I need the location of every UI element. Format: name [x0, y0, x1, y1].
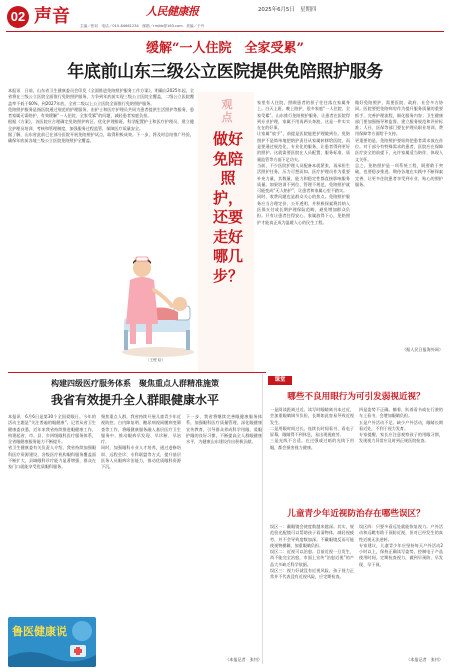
opinion-label: 观点	[221, 98, 233, 124]
newspaper-logo: 人民健康报	[146, 5, 199, 18]
editor-contact-line: 主编／张钊 电话／010-84661234 邮箱／rmjkb@163.com 美编／于丹	[80, 24, 205, 28]
classroom-question-2: 儿童青少年近视防治存在哪些误区？	[287, 509, 425, 519]
illustration-caption: （王俊 绘）	[146, 358, 166, 362]
opinion-column-1: 家里有人住院，照顾患者的担子往往落在家属身上。白天上班、晚上陪护，很多家庭“一人住院、全家受累”。山东推行免陪照护服务，让患者在医院得到专业护理，家属不用再两头奔波，这是一件实实在在的好事。 让家属“放手”，前提是医院能把护理做到位。免陪照护不是简单地把陪护责任从家属转移给医院，而是要通过规范化、专业化的服务，让患者得到更好的照护。这就需要医院在人员配置、服务标准、质量监管等方面下足功夫。 当前，不少医院护理人员配备本就紧张，再承担生活照护任务，压力可想而知。医疗护理员作为重要补充力量，其数量、能力和稳定性都直接影响服务质量。如果培训不到位、管理不规范，免陪照护就可能变成“无人陪护”，让患者和家属心里不踏实。 同时，收费问题也是群众关心的焦点。免陪照护服务应当合理定价、公开透明，并积极探索将其纳入医保支付或长期护理保险范畴，避免增加群众负担。只有让患者住得安心、家属放得下心，免陪照护才能真正成为温暖人心的民生工程。	[257, 100, 350, 225]
main-headline: 年底前山东三级公立医院提供免陪照护服务	[67, 62, 383, 82]
lead-article-body: 本报讯 日前，山东省卫生健康委员会印发《全面推进免陪照护服务工作方案》，明确自2025年起，全省将在三级公立医院全面推行免陪照护服务，力争到年底前实现三级公立医院全覆盖，二级公立医院覆盖率不低于60%，到2027年底，全省二级以上公立医院全面推行免陪照护服务。 免陪照护服务是指医院通过规范的护理服务，由护士和医疗护理员共同为患者提供生活照护等服务，患者家属无需陪护，有效缓解“一人住院、全家受累”的问题，减轻患者家庭负担。 根据《方案》，各医院应合理确定免陪照护病区，优化护理排班，科学配置护士和医疗护理员，建立健全护理员培训、考核和管理制度，加强服务过程监管，保障医疗质量安全。 据了解，山东省此前已在部分医院开展免陪照护试点，取得积极成效。下一步，将及时总结推广经验，确保年底前各地三级公立医院免陪照护全覆盖。	[8, 88, 194, 144]
classroom-question-1: 哪些不良用眼行为可引发弱视近视？	[287, 392, 425, 402]
health-talk-title: 鲁医健康说	[12, 625, 67, 638]
classroom-answer-2-col-1: 误区一：戴眼镜会使度数越来越深。其实，规范验光配镜可以帮助孩子看清物体，减轻视疲劳，并不会导致度数加深。不戴眼镜反而可能使视物模糊，加重眼睛负担。 误区二：近视可以治愈。目前近视一旦发生，尚不能完全治愈，市面上宣传“治愈近视”的产品大多缺乏科学依据。 误区三：视力好就没有近视风险。孩子视力正常并不代表没有近视风险，应定期检查。	[270, 524, 354, 580]
section-name: 声音	[34, 6, 70, 27]
classroom-tag: 课堂	[268, 376, 292, 385]
masthead-divider	[6, 31, 444, 32]
opinion-title: 做好免陪照护，还要走好哪几步？	[212, 130, 243, 285]
health-talk-graphic	[8, 617, 96, 667]
classroom-answer-1-col-1: 一是阅读距离过近。读写时眼睛离书本过近，会加重眼睛调节负担，长期如此容易导致近视发生。 二是用眼时间过长。连续长时间看书、看电子屏幕，眼睛得不到休息，易出现视疲劳。 三是光线不合适。在过强或过暗的光线下用眼，都会损害视力健康。	[270, 407, 354, 450]
opinion-source: （据人民日报海外网）	[402, 347, 443, 352]
eye-health-column-1: 本报讯 6月6日是第30个全国爱眼日。今年的活动主题是“关注普遍的眼健康”。记者从省卫生健康委获悉，近年来我省持续推进眼健康工作，构建起省、市、县、乡四级眼科医疗服务体系，全省眼健康服务能力不断提升。 省卫生健康委有关负责人介绍，我省持续加强眼科医疗资源建设，各级医疗机构眼科服务覆盖面不断扩大，县域眼科诊疗能力显著增强，群众在家门口就能享受优质眼科服务。	[8, 414, 96, 470]
classroom-credit: （本报记者 张钊）	[406, 657, 443, 662]
column-divider	[262, 374, 263, 664]
eye-health-credit: （本报记者 张钊）	[225, 657, 262, 662]
classroom-answer-1-col-2: 四是姿势不正确。躺着、趴着看书或在行驶的车上看书，会增加眼睛负担。 五是户外活动不足。缺少户外活动，眼睛长期看近处，不利于视力发育。 专家提醒，家长应注意观察孩子的用眼习惯，发现视力异常应及时到正规医院检查。	[359, 407, 443, 444]
caregiver-illustration	[80, 232, 200, 362]
masthead	[0, 0, 450, 34]
eye-health-subheadline: 构建四级医疗服务体系 聚焦重点人群精准施策	[51, 379, 219, 388]
eye-health-headline: 我省有效提升全人群眼健康水平	[50, 393, 219, 407]
eye-health-column-2: 聚焦重点人群，我省持续开展儿童青少年近视防控、白内障复明、糖尿病视网膜病变筛查等工作，将眼健康服务融入基层医疗卫生服务中，推动眼病早发现、早诊断、早治疗。 同时，加强眼科专业人才培养，通过进修培训、远程会诊、专科联盟等方式，提升基层医务人员眼病诊治能力，推动优质眼科资源下沉。	[101, 414, 181, 470]
section-number-badge: 02	[7, 6, 29, 28]
headline-kicker: 缓解“一人住院 全家受累”	[146, 41, 304, 56]
classroom-answer-2-col-2: 误区四：只要多看远处就能恢复视力。户外活动和远眺有助于预防近视，但对已经发生的真性近视无法逆转。 专家建议，儿童青少年应坚持每天户外活动2小时以上，保持正确读写姿势，控制电子产品使用时间，定期检查视力，做到早预防、早发现、早干预。	[359, 524, 443, 567]
section-divider	[8, 372, 266, 373]
eye-health-column-3: 下一步，我省将继续完善眼健康服务体系，加强眼科医疗质量管理，深化眼健康宣传教育，引导群众养成科学用眼、爱眼护眼的良好习惯，不断提高全人群眼健康水平，为健康山东建设作出积极贡献。	[186, 414, 262, 445]
opinion-column-2: 做好免陪照护，需要医院、政府、社会多方协同。医院要把免陪病房作为提升服务质量的重要抓手，完善护理流程，细化服务内容；卫生健康部门要加强指导和监督，建立服务规范和评价标准；人社、医保等部门要在护理员职业培训、费用保障等方面给予支持。 更重要的是，免陪照护要始终把患者需求放在首位。对于部分有特殊需求的患者，医院应在保障医疗安全的前提下，允许家属适当陪伴，体现人文关怀。 总之，免陪照护是一项系统工程，既要敢于突破，也要稳步推进。期待各地在实践中不断探索完善，让更多住院患者享受到专业、贴心的照护服务。	[355, 100, 443, 187]
issue-date: 2025年6月5日 星期四	[258, 7, 317, 13]
